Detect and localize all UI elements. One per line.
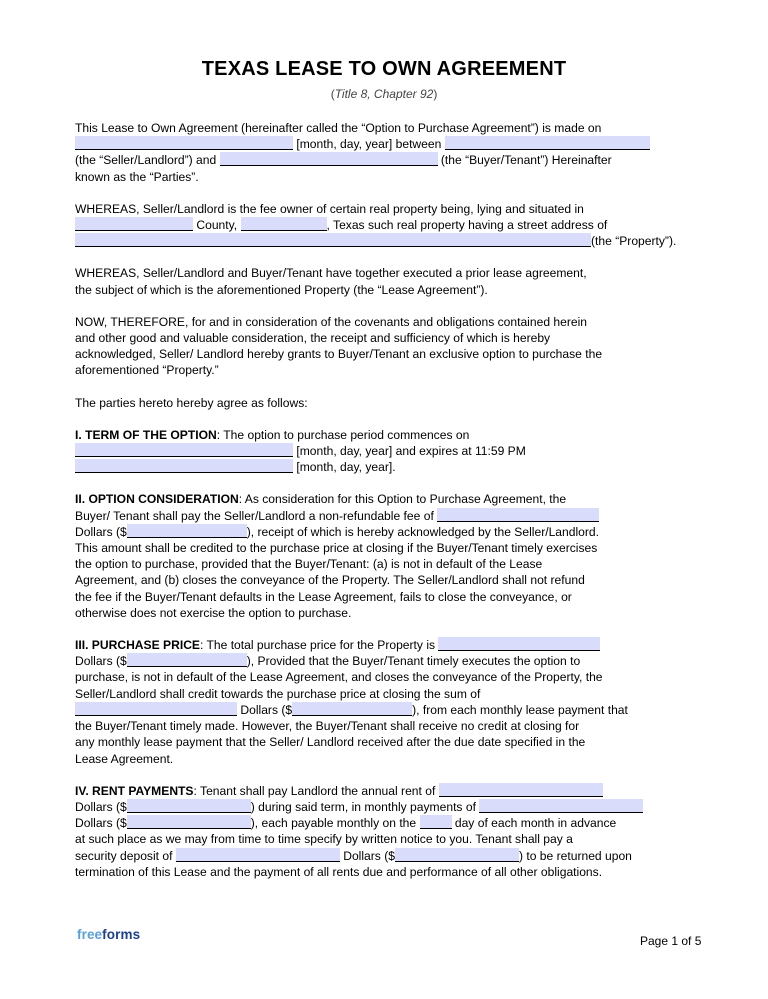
document-title: TEXAS LEASE TO OWN AGREEMENT: [201, 58, 567, 80]
freeforms-logo: freeforms: [77, 927, 141, 942]
annual-rent-amount-field[interactable]: [127, 799, 251, 813]
credit-amount-field[interactable]: [292, 702, 412, 716]
option-fee-words-field[interactable]: [437, 508, 599, 522]
agree-paragraph: The parties hereto hereby agree as follows:: [75, 395, 308, 410]
section-heading: III. PURCHASE PRICE: [75, 638, 200, 653]
option-fee-amount-field[interactable]: [127, 524, 247, 538]
agreement-body: [75, 120, 691, 896]
document-subtitle: (Title 8, Chapter 92): [330, 87, 438, 101]
page-number: Page 1 of 5: [640, 934, 702, 948]
section-heading: IV. RENT PAYMENTS: [75, 783, 194, 798]
agreement-date-field[interactable]: [75, 136, 293, 150]
monthly-payment-amount-field[interactable]: [127, 815, 251, 829]
section-option-consideration: II. OPTION CONSIDERATION: As consideration for this Option to Purchase Agreement, the Buyer/ Tenant shall pay the Seller/Landlord a non-refundable fee of Dollars ($ ), receipt of which is hereby acknowledged by the Seller/Landlord. This amount shall be credited to the purchase price at closing if the Buyer/Tenant timely exercises the option to purchase, provided that the Buyer/Tenant: (a) is not in default of the Lease Agreement, and (b) closes the conveyance of the Property. The Seller/Landlord shall not refund the fee if the Buyer/Tenant defaults in the Lease Agreement, fails to close the conveyance, or otherwise does not exercise the option to purchase.: [75, 492, 600, 620]
monthly-payment-field[interactable]: [479, 799, 643, 813]
section-purchase-price: III. PURCHASE PRICE: The total purchase price for the Property is Dollars ($ ), Provided that the Buyer/Tenant timely executes the option to purchase, is not in default of the Lease Agreement, and closes the conveyance of the Property, the Seller/Landlord shall credit towards the purchase price at closing the sum of Dollars ($ ), from each monthly lease payment that the Buyer/Tenant timely made. However, the Buyer/Tenant shall receive no credit at closing for any monthly lease payment that the Seller/ Landlord received after the due date specified in the Lease Agreement.: [75, 638, 628, 766]
section-term-of-option: I. TERM OF THE OPTION: The option to purchase period commences on [month, day, year] and expires at 11:59 PM [month, day, year].: [75, 427, 526, 475]
now-therefore-paragraph: NOW, THEREFORE, for and in consideration of the covenants and obligations contained herein and other good and valuable consideration, the receipt and sufficiency of which is hereby acknowledged, Seller/ Landlord hereby grants to Buyer/Tenant an exclusive option to purchase the aforementioned “Property.”: [75, 314, 603, 378]
seller-name-field[interactable]: [445, 136, 650, 150]
annual-rent-words-field[interactable]: [439, 783, 603, 797]
section-heading: II. OPTION CONSIDERATION: [75, 492, 239, 507]
section-rent-payments: IV. RENT PAYMENTS: Tenant shall pay Landlord the annual rent of Dollars ($ ) during said term, in monthly payments of Dollars ($ ), each payable monthly on the day of each month in advance at such place as we may from time to time specify by written notice to you. Tenant shall pay a security deposit of Dollars ($ ) to be returned upon termination of this Lease and the payment of all rents due and performance of all other obligations.: [75, 783, 691, 880]
whereas-property-paragraph: WHEREAS, Seller/Landlord is the fee owner of certain real property being, lying and situated in County, , Texas such real property having a street address of (the “Property”).: [75, 201, 677, 249]
option-start-date-field[interactable]: [75, 443, 293, 457]
whereas-lease-paragraph: WHEREAS, Seller/Landlord and Buyer/Tenant have together executed a prior lease agreement, the subject of which is the aforementioned Property (the “Lease Agreement”).: [75, 266, 587, 297]
intro-paragraph: This Lease to Own Agreement (hereinafter called the “Option to Purchase Agreement”) is made on [month, day, year] between (the “Seller/Landlord”) and (the “Buyer/Tenant”) Hereinafter known as the “Parties”.: [75, 120, 691, 185]
credit-words-field[interactable]: [75, 702, 237, 716]
purchase-price-amount-field[interactable]: [127, 653, 247, 667]
option-end-date-field[interactable]: [75, 459, 293, 473]
due-day-field[interactable]: [420, 815, 452, 829]
statute-reference: Title 8, Chapter 92: [334, 87, 434, 101]
buyer-name-field[interactable]: [220, 152, 438, 166]
property-address-field[interactable]: [75, 233, 591, 247]
section-heading: I. TERM OF THE OPTION: [75, 427, 217, 442]
purchase-price-words-field[interactable]: [438, 637, 600, 651]
security-deposit-words-field[interactable]: [176, 848, 340, 862]
county-field[interactable]: [75, 217, 193, 231]
security-deposit-amount-field[interactable]: [395, 848, 519, 862]
city-field[interactable]: [241, 217, 327, 231]
